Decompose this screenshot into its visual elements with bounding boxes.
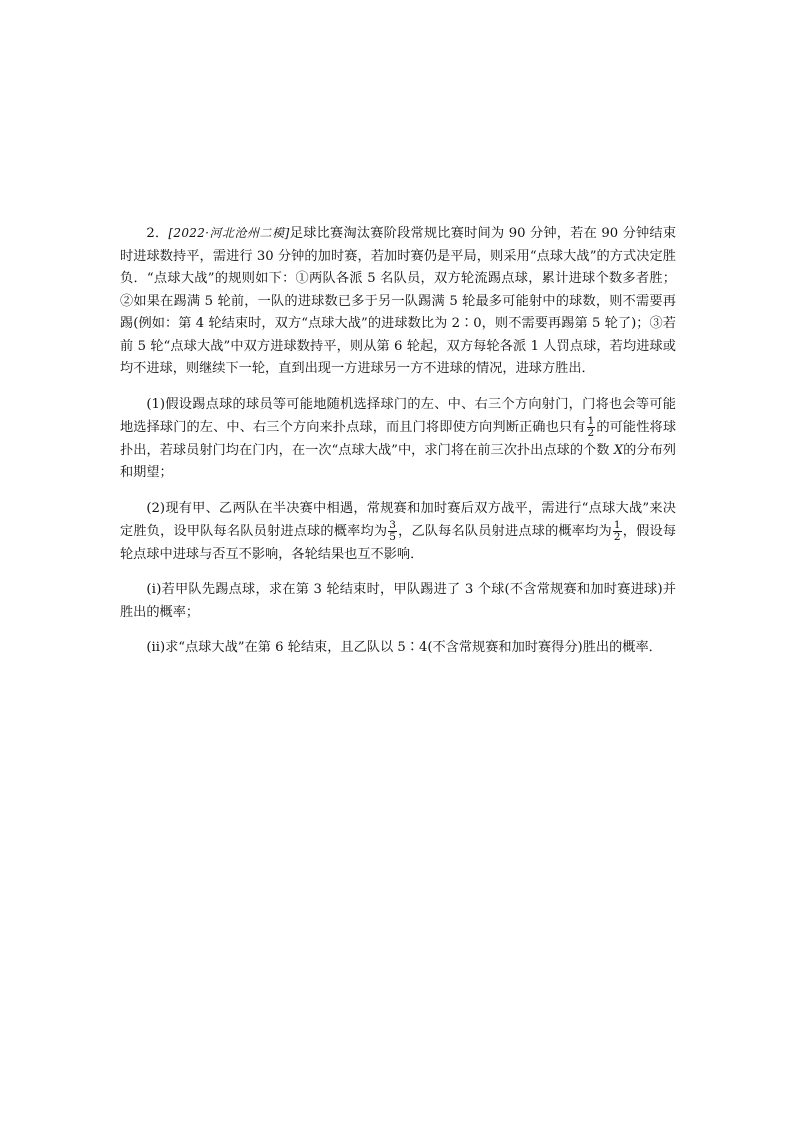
fraction-one-half xyxy=(587,416,596,439)
fraction-one-half-b xyxy=(613,520,622,543)
problem-source: [2022·河北沧州二模] xyxy=(168,226,290,240)
part-1-text-a: (1)假设踢点球的球员等可能地随机选择球门的左、中、右三个方向射门，门将也会等可能地选择球门的左、中、右三个方向来扑点球，而且门将即使方向判断正确也只有 xyxy=(120,396,676,435)
fraction-denominator: 5 xyxy=(389,531,396,543)
fraction-numerator: 1 xyxy=(613,519,621,531)
part-2-text-c: ，假设每轮点球中进球与否互不影响，各轮结果也互不影响． xyxy=(120,524,677,562)
part-1 xyxy=(120,394,676,485)
fraction-denominator: 2 xyxy=(587,427,595,439)
problem-block xyxy=(120,222,676,660)
part-2-text-a: (2)现有甲、乙两队在半决赛中相遇，常规赛和加时赛后双方战平，需进行“点球大战”来决定胜负，设甲队每名队员射进点球的概率均为 xyxy=(120,500,676,539)
fraction-numerator: 3 xyxy=(389,519,396,531)
intro-text: 足球比赛淘汰赛阶段常规比赛时间为 90 分钟，若在 90 分钟结束时进球数持平，需进行 30 分钟的加时赛，若加时赛仍是平局，则采用“点球大战”的方式决定胜负．“点球大战”的规则如下：①两队各派 5 名队员，双方轮流踢点球，累计进球个数多者胜；②如果在踢满 5 轮前，一队的进球数已多于另一队踢满 5 轮最多可能射中的球数，则不需要再踢(例如：第 4 轮结束时，双方“点球大战”的进球数比为 2∶0，则不需要再踢第 5 轮了)；③若前 5 轮“点球大战”中双方进球数持平，则从第 6 轮起，双方每轮各派 1 人罚点球，若均进球或均不进球，则继续下一轮，直到出现一方进球另一方不进球的情况，进球方胜出． xyxy=(120,226,677,376)
variable-x: X xyxy=(613,442,624,458)
part-2-text-b: ，乙队每名队员射进点球的概率均为 xyxy=(397,524,612,539)
problem-number: 2． xyxy=(146,226,169,241)
part-2 xyxy=(120,498,676,567)
fraction-three-fifths xyxy=(388,520,397,543)
sub-question-i: (ⅰ)若甲队先踢点球，求在第 3 轮结束时，甲队踢进了 3 个球(不含常规赛和加时赛进球)并胜出的概率； xyxy=(120,582,676,620)
part-1-text-b: 的可能性将球扑出，若球员射门均在门内，在一次“点球大战”中，求门将在前三次扑出点球的个数 xyxy=(120,420,677,458)
sub-question-ii: (ⅱ)求“点球大战”在第 6 轮结束，且乙队以 5∶4(不含常规赛和加时赛得分)胜出的概率． xyxy=(146,640,662,655)
fraction-numerator: 1 xyxy=(587,415,595,427)
problem-intro xyxy=(120,222,676,381)
fraction-denominator: 2 xyxy=(613,531,621,543)
part-1-text-c: 的分布列和期望； xyxy=(120,442,676,480)
